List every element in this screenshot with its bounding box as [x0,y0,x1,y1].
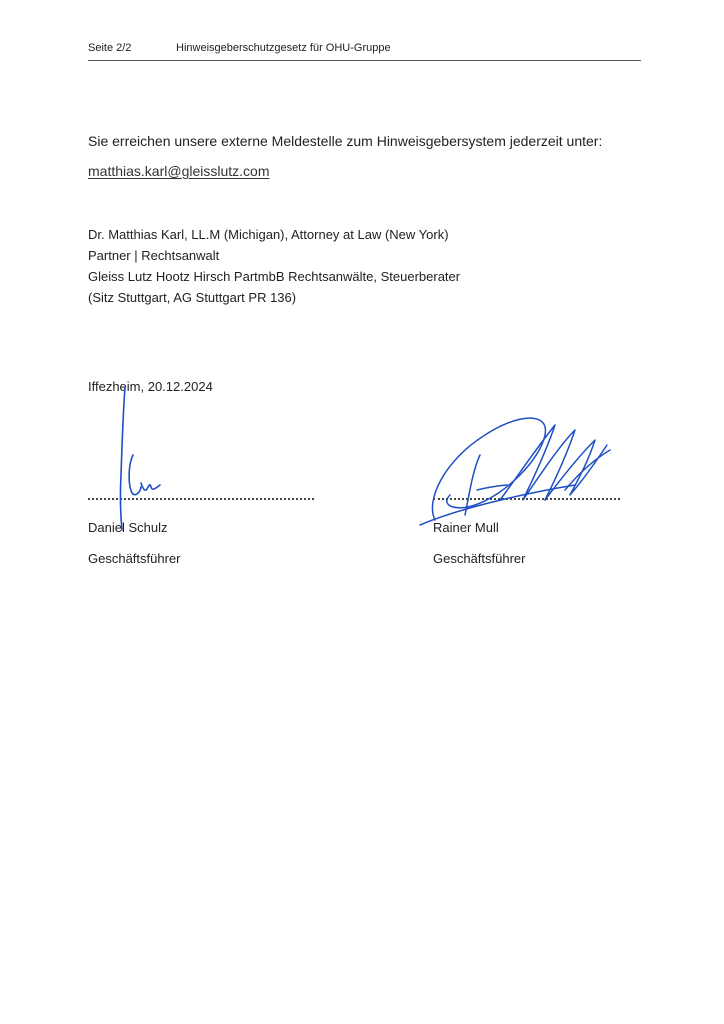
signature-daniel-schulz [105,385,175,535]
contact-line-firm: Gleiss Lutz Hootz Hirsch PartmbB Rechtsanwälte, Steuerberater [88,269,461,284]
contact-line-title: Partner | Rechtsanwalt [88,248,220,263]
place-date: Iffezheim, 20.12.2024 [88,379,213,394]
page-number: Seite 2/2 [88,42,132,54]
contact-line-name: Dr. Matthias Karl, LL.M (Michigan), Attorney at Law (New York) [88,227,449,242]
contact-line-registry: (Sitz Stuttgart, AG Stuttgart PR 136) [88,290,297,305]
signature-line-left [88,498,314,500]
signer-role-left: Geschäftsführer [88,551,181,566]
signer-name-right: Rainer Mull [433,520,499,535]
page-header [88,42,641,61]
signer-name-left: Daniel Schulz [88,520,168,535]
signer-role-right: Geschäftsführer [433,551,526,566]
signature-rainer-mull [415,400,620,530]
signature-line-right [433,498,620,500]
email-link[interactable]: matthias.karl@gleisslutz.com [88,163,270,179]
contact-block [88,224,460,308]
intro-text: Sie erreichen unsere externe Meldestelle zum Hinweisgebersystem jederzeit unter: [88,133,603,149]
document-title: Hinweisgeberschutzgesetz für OHU-Gruppe [176,42,391,54]
